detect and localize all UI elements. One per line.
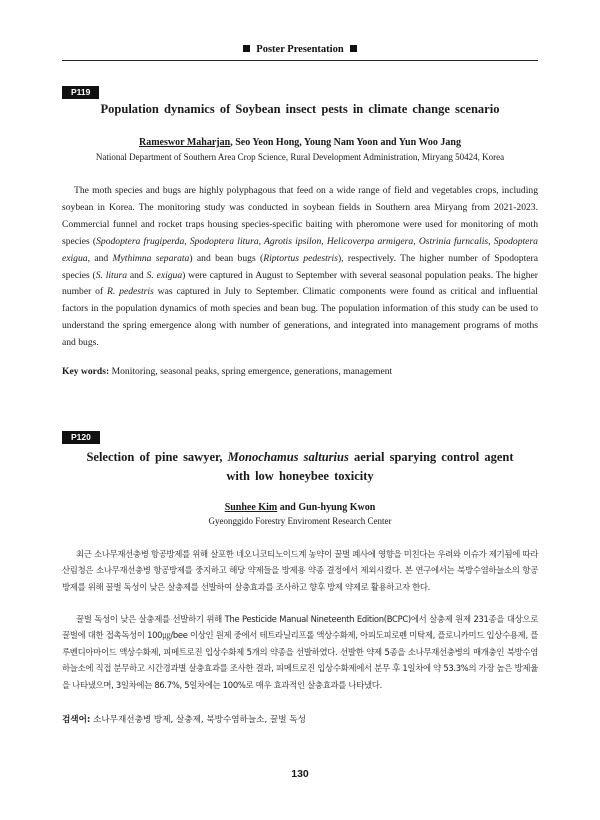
species-name: Spodoptera exigua xyxy=(62,235,538,264)
first-author: Rameswor Maharjan xyxy=(138,137,231,148)
poster-authors xyxy=(62,137,538,148)
title-text: aerial sparying control agent with low honeybee toxicity xyxy=(226,450,514,483)
header-divider xyxy=(62,60,538,61)
title-species: Monochamus salturius xyxy=(227,450,349,464)
co-authors: and Gun-hyung Kwon xyxy=(277,502,376,513)
square-bullet-icon xyxy=(243,45,250,52)
abstract-text: The moth species and bugs are highly polyphagous that feed on a wide range of field and vegetables crops, including soybean in Korea. The monitoring study was conducted in soybean fields in Southern area Miryang from 2021-2023. Commercial funnel and rocket traps housing species-specific baiting with pheromone were used for monitoring of moth species ( xyxy=(62,185,538,247)
poster-paragraph: 꿀벌 독성이 낮은 살충제를 선발하기 위해 The Pesticide Manual Nineteenth Edition(BCPC)에서 살충제 원제 231종을 대상으로 꿀벌에 대한 접촉독성이 100㎍/bee 이상인 원제 중에서 테트라닐리프롤 액상수화제, 아피도피로펜 미탁제, 플로니카미드 입상수용제, 플루벤디아마이드 액상수화제, 피메트로진 입상수화제 5개의 약종을 선발하였다. 선발한 약제 5종을 소나무재선충병의 매개충인 북방수염하늘소에 직접 분무하고 시간경과별 살충효과를 조사한 결과, 피메트로진 입상수화제에서 분무 후 1일차에 약 53.3%의 가장 높은 방제율을 나타냈으며, 3일차에는 86.7%, 5일차에는 100%로 매우 효과적인 살충효과를 나타냈다. xyxy=(62,614,538,690)
abstract-text: ) were captured in August to September with several seasonal population peaks. The higher number of xyxy=(62,269,538,298)
species-name: Spodoptera frugiperda, Spodoptera litura, Agrotis ipsilon, Helicoverpa armigera, Ostrinia furncalis xyxy=(96,235,489,247)
poster-keywords xyxy=(62,366,538,377)
abstract-text: was captured in July to September. Climatic components were found as critical and influential factors in the population dynamics of moth species and bean bug. The population information of this study can be used to understand the spring emergence along with number of generations, and integrated into management programs of moths and bugs. xyxy=(62,286,538,349)
poster-title xyxy=(80,448,520,486)
abstract-text: , and xyxy=(87,252,113,264)
keywords-text: Monitoring, seasonal peaks, spring emergence, generations, management xyxy=(111,366,393,377)
keywords-text: 소나무재선충병 방제, 살충제, 북방수염하늘소, 꿀벌 독성 xyxy=(93,715,306,725)
co-authors: , Seo Yeon Hong, Young Nam Yoon and Yun Woo Jang xyxy=(230,137,461,148)
poster-id-badge: P120 xyxy=(62,431,100,444)
poster-paragraph: 최근 소나무재선충병 항공방제를 위해 살포한 네오니코티노이드계 농약이 꿀벌 폐사에 영향을 미친다는 우려와 이슈가 제기됨에 따라 산림청은 소나무재선충병 항공방제를 중지하고 해당 약제들을 방제용 약종 결정에서 제외시켰다. 본 연구에서는 북방수염하늘소의 항공방제를 위해 꿀벌 독성이 낮은 살충제를 선발하여 살충효과를 조사하고 향후 방제 약제로 활용하고자 한다. xyxy=(62,549,538,592)
abstract-text: and xyxy=(127,269,147,281)
poster-keywords xyxy=(62,713,538,725)
species-name: Mythimna separata xyxy=(112,252,190,264)
poster-title: Population dynamics of Soybean insect pests in climate change scenario xyxy=(100,102,500,116)
poster-affiliation: National Department of Southern Area Crop Science, Rural Development Administration, Miryang 50424, Korea xyxy=(95,152,505,162)
page-number: 130 xyxy=(291,768,309,780)
keywords-label: 검색어: xyxy=(62,715,91,725)
poster-id-badge: P119 xyxy=(62,86,99,99)
abstract-text: , xyxy=(488,235,494,247)
species-name: S. exigua xyxy=(146,269,183,281)
section-header-label: Poster Presentation xyxy=(256,44,344,55)
first-author: Sunhee Kim xyxy=(224,502,278,513)
species-name: S. litura xyxy=(95,269,128,281)
square-bullet-icon xyxy=(350,45,357,52)
poster-affiliation: Gyeonggido Forestry Enviroment Research Center xyxy=(208,516,392,526)
abstract-text: ), respectively. The higher number of Spodoptera species ( xyxy=(62,252,538,281)
abstract-text: ) and bean bugs ( xyxy=(189,252,264,264)
section-header xyxy=(0,44,600,55)
species-name: Riptortus pedestris xyxy=(263,252,338,264)
poster-authors xyxy=(62,502,538,513)
keywords-label: Key words: xyxy=(62,366,110,377)
poster-abstract xyxy=(62,183,538,352)
title-text: Selection of pine sawyer, xyxy=(86,450,228,464)
species-name: R. pedestris xyxy=(107,286,154,298)
